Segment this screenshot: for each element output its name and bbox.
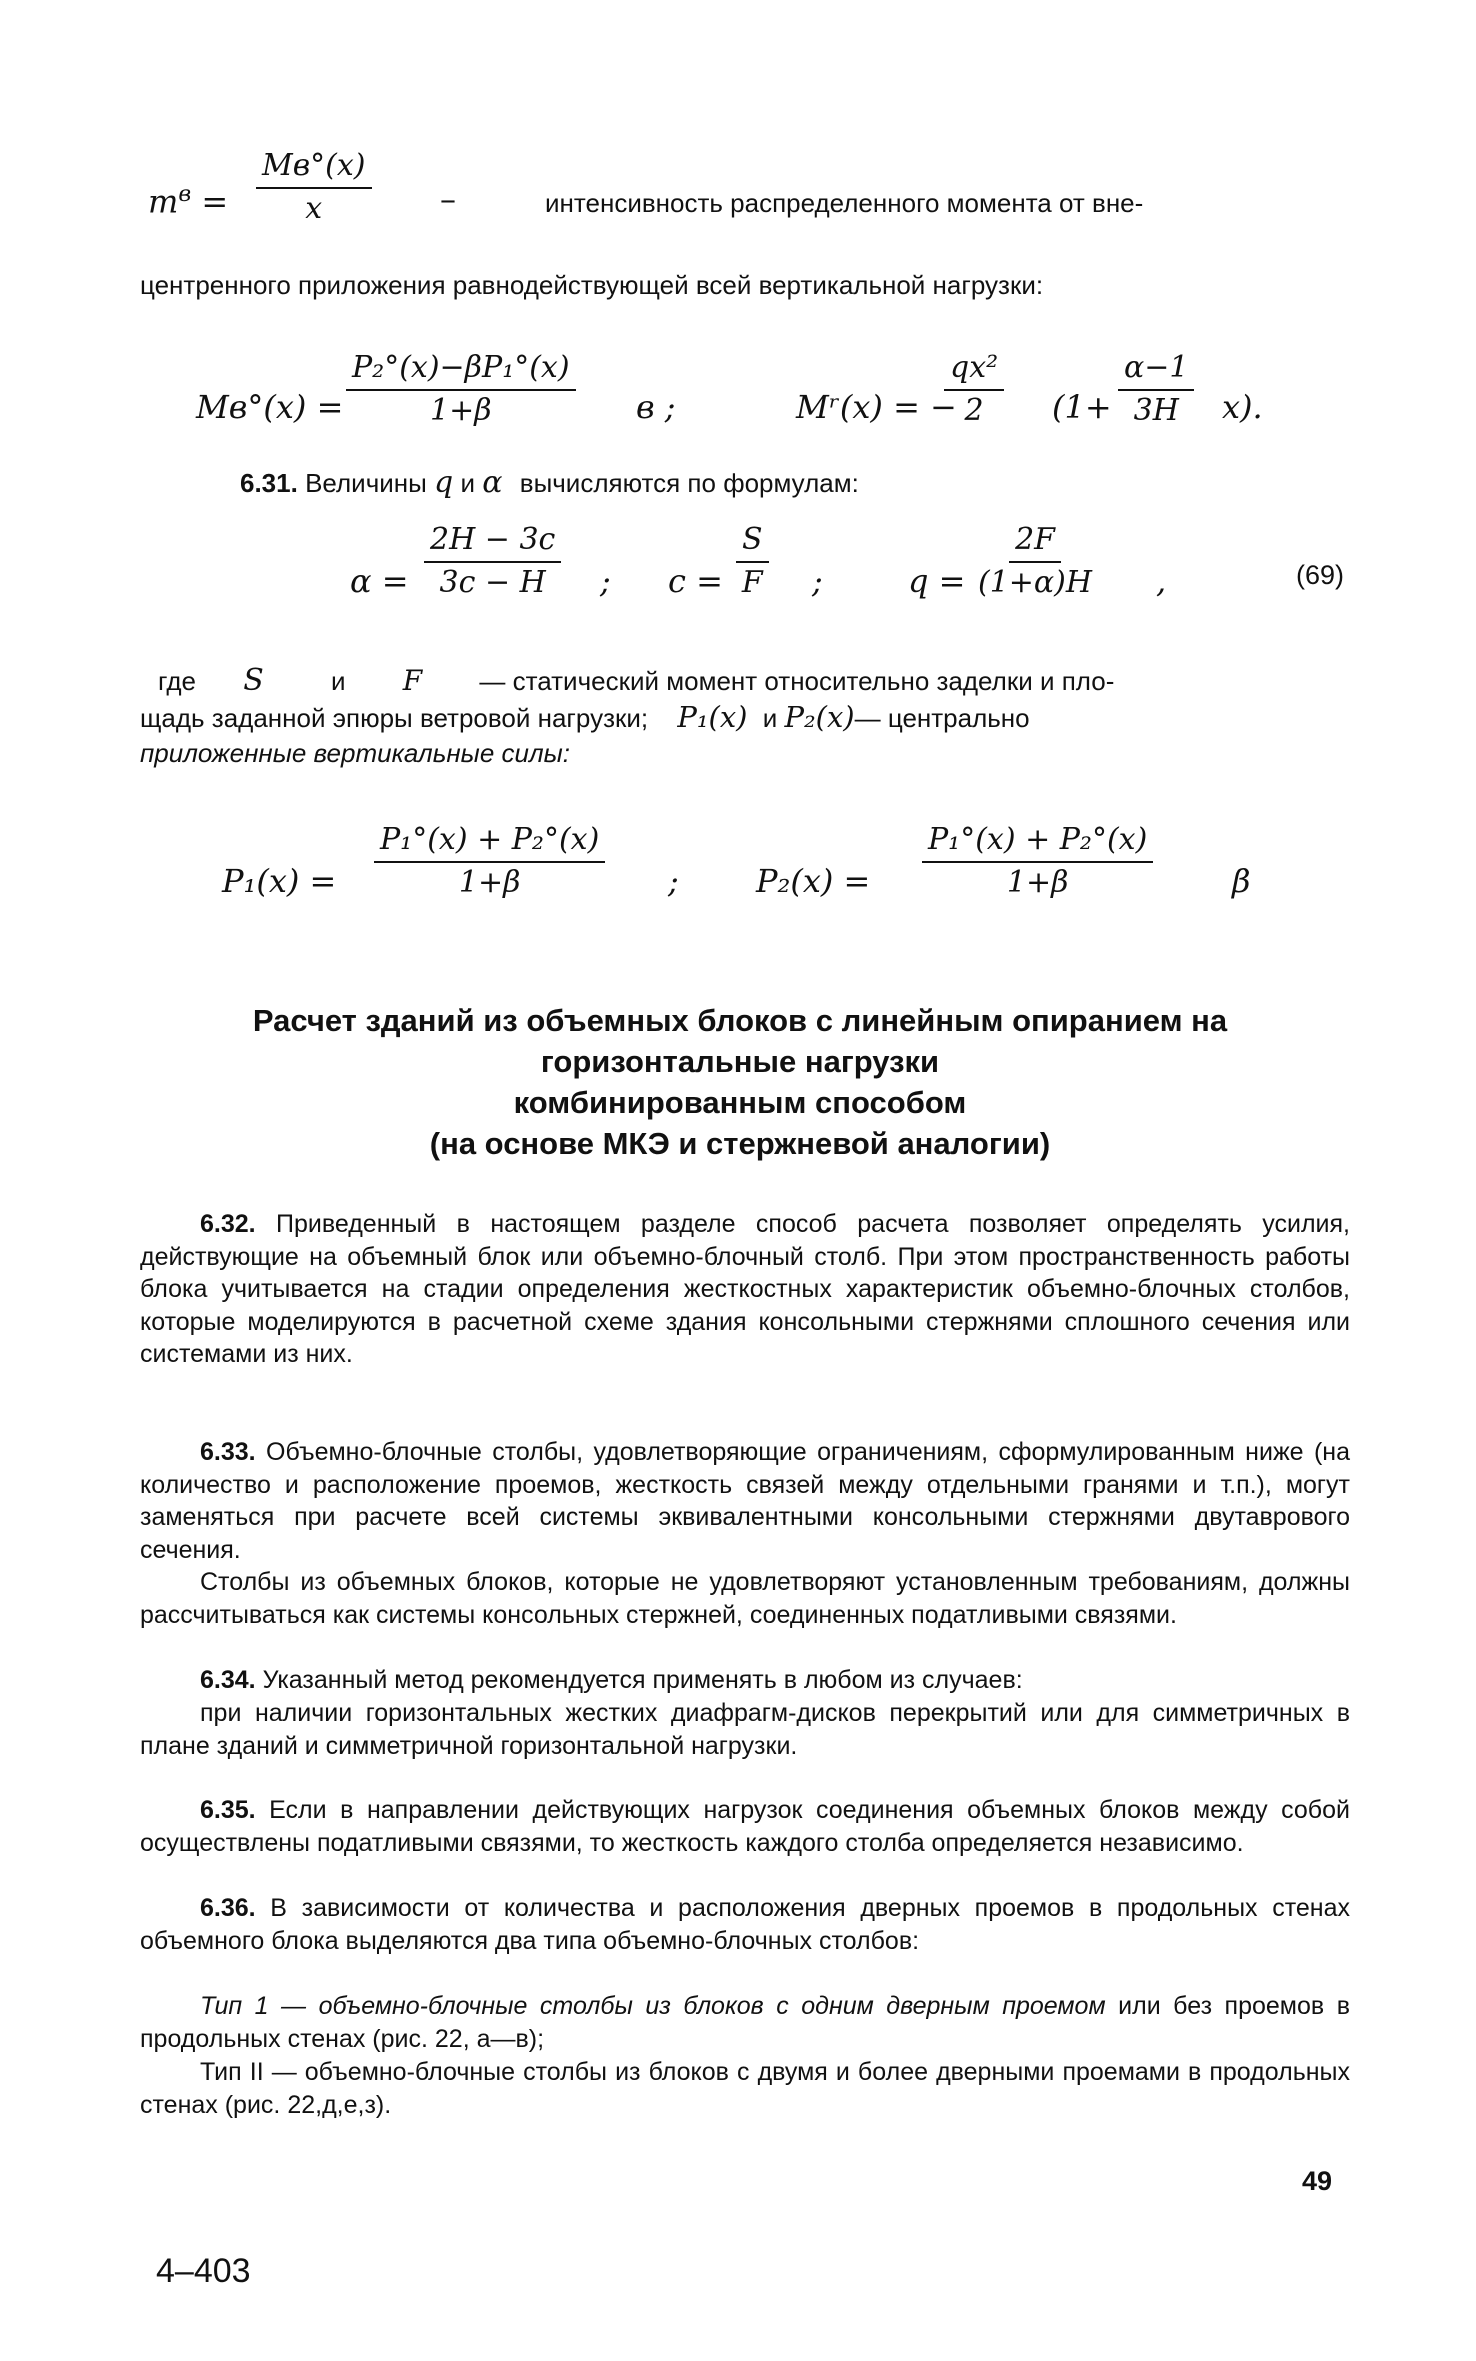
formula-Mr-numerator-2: α−1: [1118, 350, 1194, 391]
formula-P2-lhs: P₂(x) =: [756, 862, 871, 900]
paragraph-6-36-number: 6.36.: [200, 1894, 256, 1922]
formula-69-c-fraction: [736, 522, 769, 600]
where-P1: P₁(x): [677, 700, 748, 734]
paragraph-type-1-italic: Тип 1 — объемно-блочные столбы из блоков с одним дверным проемом: [200, 1992, 1106, 2020]
formula-P1-tail: ;: [668, 862, 679, 900]
paragraph-6-34-text: Указанный метод рекомендуется применять в любом из случаев:: [262, 1666, 1023, 1694]
formula-69-c-lhs: c =: [668, 562, 723, 600]
where-F: F: [402, 664, 423, 697]
paragraph-6-35-number: 6.35.: [200, 1796, 256, 1824]
formula-69-alpha-denominator: 3c − H: [439, 565, 546, 600]
where-line-3: приложенные вертикальные силы:: [140, 738, 570, 768]
formula-Mr-fraction-2: [1118, 350, 1194, 428]
formula-mb-m: m: [148, 182, 179, 221]
formula-69-alpha-lhs: α =: [350, 562, 409, 600]
section-6-31: [240, 466, 859, 500]
where-and-1: и: [330, 666, 346, 696]
paragraph-6-34: [140, 1664, 1350, 1697]
paragraph-type-2: Тип II — объемно-блочные столбы из блоков с двумя и более дверными проемами в продольных стенах (рис. 22,д,е,з).: [140, 2058, 1350, 2119]
formula-Mb0-lhs: Mв°(x) =: [196, 388, 344, 426]
section-heading-line-1: Расчет зданий из объемных блоков с линейным опиранием на: [252, 1003, 1228, 1038]
formula-69-sep-1: ;: [600, 562, 611, 600]
paragraph-6-33: [140, 1436, 1350, 1566]
formula-69-sep-3: ,: [1156, 562, 1167, 600]
paragraph-type-1: [140, 1990, 1350, 2055]
formula-P1-denominator: 1+β: [458, 865, 521, 900]
formula-P1-fraction: [374, 822, 605, 900]
formula-P1-numerator: P₁°(x) + P₂°(x): [374, 822, 605, 863]
where-line-2-text: щадь заданной эпюры ветровой нагрузки;: [140, 703, 649, 733]
formula-Mr-lhs: Mʳ(x) = −: [796, 388, 957, 426]
paragraph-6-32-number: 6.32.: [200, 1210, 256, 1238]
paragraph-6-33-text: Объемно-блочные столбы, удовлетворяющие ограничениям, сформулированным ниже (на количество и расположение проемов, жесткость связей между отдельными гранями и т.п.), могут заменяться при расчете всей системы эквивалентными консольными стержнями двутаврового сечения.: [140, 1438, 1351, 1564]
formula-Mb0-denominator: 1+β: [429, 393, 492, 428]
formula-mb-dash: –: [440, 180, 456, 218]
paragraph-type-1-rest: или без проемов в продольных стенах (рис. 22, а—в);: [140, 1992, 1350, 2053]
section-6-31-text-a: Величины: [305, 468, 427, 498]
paragraph-6-32-text: Приведенный в настоящем разделе способ расчета позволяет определять усилия, действующие на объемный блок или объемно-блочный столб. При этом пространственность работы блока учитывается на стадии определения жесткостных характеристик объемно-блочных столбов, которые моделируются в расчетной схеме здания консольными стержнями сплошного сечения или системами из них.: [140, 1210, 1350, 1368]
formula-mb-fraction: [256, 148, 372, 226]
equation-number-69: (69): [1296, 560, 1345, 590]
intro-line-1: интенсивность распределенного момента от вне-: [545, 188, 1144, 218]
formula-Mr-denominator-2: 3H: [1133, 393, 1179, 428]
formula-Mr-denominator-1: 2: [964, 393, 984, 428]
where-and-2: и: [762, 703, 778, 733]
section-6-31-number: 6.31.: [240, 468, 298, 498]
formula-Mr-numerator-1: qx²: [944, 350, 1004, 391]
section-heading-line-4: (на основе МКЭ и стержневой аналогии): [429, 1126, 1051, 1161]
section-6-31-alpha: α: [482, 465, 503, 500]
formula-mb-denominator: x: [305, 191, 323, 226]
paragraph-6-33-number: 6.33.: [200, 1438, 256, 1466]
where-S: S: [243, 663, 264, 698]
formula-P2-denominator: 1+β: [1006, 865, 1069, 900]
formula-P1-lhs: P₁(x) =: [222, 862, 337, 900]
paragraph-6-36-text: В зависимости от количества и расположения дверных проемов в продольных стенах объемного блока выделяются два типа объемно-блочных столбов:: [140, 1894, 1350, 1955]
section-6-31-and: и: [460, 468, 476, 498]
formula-P2-tail: β: [1232, 862, 1251, 900]
formula-69-c-numerator: S: [736, 522, 769, 563]
formula-Mr-mid: (1+: [1052, 388, 1112, 426]
where-line-1: [158, 664, 1114, 698]
section-heading-line-2: горизонтальные нагрузки: [540, 1044, 940, 1079]
paragraph-6-36: [140, 1892, 1350, 1957]
formula-Mr-tail: x).: [1222, 388, 1263, 426]
paragraph-6-34-b: при наличии горизонтальных жестких диафрагм-дисков перекрытий или для симметричных в плане зданий и симметричной горизонтальной нагрузки.: [140, 1699, 1350, 1760]
paragraph-6-32: [140, 1208, 1350, 1371]
paragraph-6-35: [140, 1794, 1350, 1859]
formula-Mb0-numerator: P₂°(x)−βP₁°(x): [346, 350, 576, 391]
formula-69-alpha-numerator: 2H − 3c: [424, 522, 561, 563]
formula-Mr-fraction-1: [944, 350, 1004, 428]
formula-P2-fraction: [922, 822, 1153, 900]
where-P2: P₂(x): [784, 700, 855, 734]
where-line-2: [140, 700, 1030, 735]
section-heading-line-3: комбинированным способом: [513, 1085, 967, 1120]
formula-69-c-denominator: F: [741, 565, 763, 600]
where-word: где: [158, 666, 196, 696]
formula-69-q-denominator: (1+α)H: [978, 565, 1093, 600]
formula-Mb0-tail: в ;: [636, 388, 676, 426]
formula-69-q-lhs: q =: [908, 562, 966, 600]
formula-mb-lhs: $m^в$ =: [148, 182, 229, 221]
paragraph-6-35-text: Если в направлении действующих нагрузок соединения объемных блоков между собой осуществлены податливыми связями, то жесткость каждого столба определяется независимо.: [140, 1796, 1350, 1857]
intro-line-2: центренного приложения равнодействующей всей вертикальной нагрузки:: [140, 270, 1044, 300]
section-6-31-text-b: вычисляются по формулам:: [519, 468, 859, 498]
formula-69-alpha-fraction: [424, 522, 561, 600]
formula-Mb0-fraction: [346, 350, 576, 428]
formula-P2-numerator: P₁°(x) + P₂°(x): [922, 822, 1153, 863]
formula-69-sep-2: ;: [812, 562, 823, 600]
paragraph-6-33-b: Столбы из объемных блоков, которые не удовлетворяют установленным требованиям, должны рассчитываться как системы консольных стержней, соединенных податливыми связями.: [140, 1568, 1350, 1629]
printer-signature: 4–403: [156, 2252, 251, 2290]
paragraph-6-34-number: 6.34.: [200, 1666, 256, 1694]
where-line-2-rest: — центрально: [854, 703, 1030, 733]
formula-69-q-numerator: 2F: [1009, 522, 1061, 563]
formula-mb-sup: в: [178, 182, 192, 207]
formula-69-q-fraction: [978, 522, 1092, 600]
page-number: 49: [1302, 2166, 1333, 2196]
section-6-31-q: q: [434, 465, 454, 500]
where-line-1-rest: — статический момент относительно заделки и пло-: [479, 666, 1115, 696]
formula-mb-numerator: Mв°(x): [256, 148, 372, 189]
